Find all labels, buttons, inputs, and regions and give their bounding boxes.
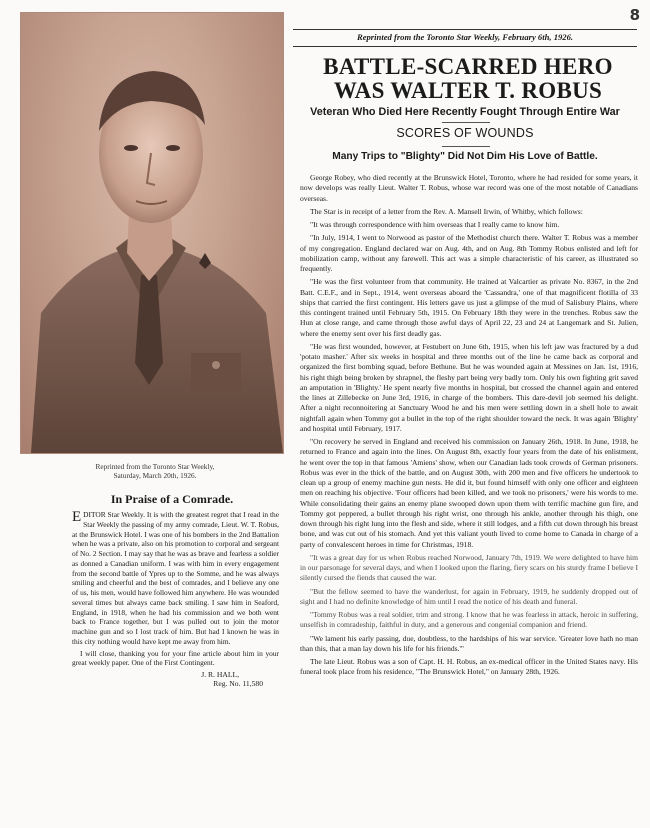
reprint-line: Reprinted from the Toronto Star Weekly, February 6th, 1926. (356, 32, 574, 42)
article-paragraph: "We lament his early passing, due, doubtless, to the hardships of his war service. 'Greater love hath no man than this, that a man lay down his life for his friends.'" (300, 633, 638, 653)
letter-closing: I will close, thanking you for your fine article about him in your great weekly paper. One of the First Contingent. (72, 648, 279, 668)
article-body (300, 173, 638, 681)
headline-line1: BATTLE-SCARRED HERO (323, 54, 613, 79)
letter-reg-number: Reg. No. 11,580 (213, 679, 263, 689)
letter-signature: J. R. HALL, (201, 670, 239, 680)
divider-1 (442, 122, 490, 123)
article-paragraph: "But the fellow seemed to have the wanderlust, for again in February, 1919, he suddenly dropped out of sight and I had no definite knowledge of him until I read the notice of his death and funeral. (300, 586, 638, 606)
article-paragraph: The late Lieut. Robus was a son of Capt. H. H. Robus, an ex-medical officer in the United States navy. His funeral took place from his residence, "The Brunswick Hotel," on January 28th, 1926. (300, 657, 638, 677)
letter-title: In Praise of a Comrade. (110, 492, 234, 506)
article-paragraph: George Robey, who died recently at the Brunswick Hotel, Toronto, where he had resided for some years, it now develops was really Lieut. Walter T. Robus, whose war record was one of the most notable of Canadians overseas. (300, 173, 638, 203)
article-paragraph: "It was through correspondence with him overseas that I really came to know him. (310, 220, 560, 229)
article-paragraph: "In July, 1914, I went to Norwood as pastor of the Methodist church there. Walter T. Robus was a member of my congregation. England declared war on Aug. 4th, and on Aug. 8th Tommy Robus enlisted and left for mobilization camp, without any farewell. This act was a simple characteristic of his career, as illustrated so frequently. (300, 233, 638, 273)
header-rule-bottom (293, 46, 637, 47)
divider-2 (442, 146, 490, 147)
article-paragraph: "On recovery he served in England and received his commission on January 26th, 1918. In June, 1918, he returned to France and again into the lines. On August 8th, exactly four years from the date of his enlistment, he went over the top in that famous 'Amiens' show, when our Canadian lads took crowds of German prisoners. Robus was ever in the thick of the battle, and on August 30th, with 200 men and five officers he undertook to clean up a group of enemy machine gun nests. He did it, but found himself with only one officer and eighteen men on reaching his objective. 'Four officers had been killed, and we took no prisoners,' were his words to me. While consolidating their gains an enemy plane swooped down upon them with terrific machine gun fire, and Tommy got peppered, a bullet through his right wrist, one through his ankle, another through his thigh, one down through his right lung into the flesh and side, where it still lodges, and a fifth cut down through his breast bone, and was cut out of his stomach. And yet this valiant youth lived to come home to Canada in charge of a party of convalescent heroes in time for Christmas, 1918. (300, 437, 638, 549)
subheadline-1: Veteran Who Died Here Recently Fought Through Entire War (310, 106, 620, 118)
portrait-photo (20, 12, 284, 454)
article-paragraph: The Star is in receipt of a letter from the Rev. A. Mansell Irwin, of Whitby, which follows: (310, 206, 583, 216)
article-paragraph: "He was first wounded, however, at Festubert on June 6th, 1915, when his left jaw was fractured by a dud 'potato masher.' After six weeks in hospital and three months out of the line he came back as corporal and organized the first bombing squad, before Bethune. But he was wounded again at Messines on Jan. 1st, 1916, his right thigh being broken by shrapnel, the fleshy part being very badly torn. Only his own fighting grit saved an amputation in 'Blighty.' He spent nearly five months in hospital, but crossed the channel again and entered the lines at Zillebecke on June 3rd, 1916, in charge of the bombers. This dare-devil job seemed his delight. After a night reconnoitering at Sanctuary Wood he and his men were settling down in a shell hole to await nightfall again when Tommy got a bullet in the top of the right shoulder toward the neck. It was again 'Blighty' and hospital until February, 1917. (300, 341, 638, 433)
letter-body: DITOR Star Weekly. It is with the greatest regret that I read in the Star Weekly the passing of my army comrade, Lieut. W. T. Robus, at the Brunswick Hotel. I was one of his bombers in the 2nd Battalion when he was a private, also on his promotion to corporal and sergeant of No. 2 Section. I may say that he was as brave and fearless a soldier as donned a Canadian uniform. I was with him in every engagement from the second battle of Ypres up to the Somme, and he was always smiling and cheerful and the best of comrades, and I believe any one of us, his men, would have followed him anywhere. He was wounded several times but always came back smiling. I saw him in Seaford, England, in 1918, when he had his commission and we both went back to France together, but I was pulled out to join the motor machine gun and so I lost track of him. But had I known he was in this city nothing would have kept me away from him. (72, 510, 279, 646)
drop-cap: E (72, 509, 82, 525)
left-caption-line1: Reprinted from the Toronto Star Weekly, (95, 462, 215, 471)
headline-line2: WAS WALTER T. ROBUS (333, 78, 603, 104)
left-caption-line2: Saturday, March 20th, 1926. (113, 471, 197, 481)
portrait-illustration (21, 13, 283, 453)
header-rule-top (293, 29, 637, 30)
article-paragraph: "He was the first volunteer from that community. He trained at Valcartier as private No. 8367, in the 2nd Batt. C.E.F., and in Sept., 1914, went overseas aboard the 'Cassandra,' one of that magnificent flotilla of 33 ships that carried the first contingent. His letters gave us just a glimpse of the mud of Salisbury Plains, where this contingent trained until February 5th, 1915. On February 18th they were in the trenches. Robus saw the Hun at close range, and came through those awful days of April 22, 23 and 24 at Langemark and St. Julien, where the enemy sent over his first deadly gas. (300, 277, 638, 338)
letter-paragraph (72, 510, 279, 647)
page-number: 8 (629, 6, 640, 24)
headline (293, 55, 643, 103)
article-paragraph: "Tommy Robus was a real soldier, trim and strong. I know that he was fearless in attack, heroic in suffering, unselfish in comradeship, faithful in duty, and a generous and congenial companion and friend. (300, 610, 638, 630)
left-caption (60, 462, 250, 480)
letter-column (72, 510, 279, 689)
article-paragraph: "It was a great day for us when Robus reached Norwood, January 7th, 1919. We were delighted to have him in our parsonage for several days, and when I looked upon the flaring, fiery scars on his sturdy frame I believe I silently cursed the fiends that caused the war. (300, 552, 638, 583)
subheadline-2: SCORES OF WOUNDS (396, 126, 534, 140)
subheadline-3: Many Trips to "Blighty" Did Not Dim His Love of Battle. (332, 151, 598, 162)
